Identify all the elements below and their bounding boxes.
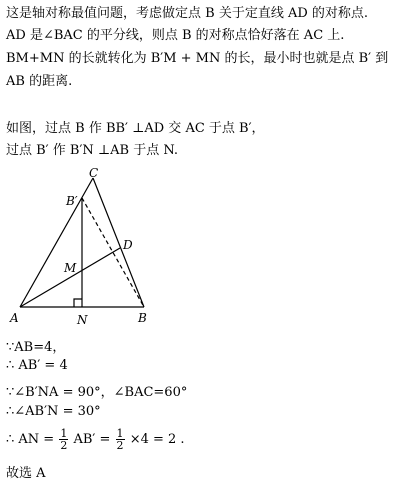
- answer-text: 故选 A: [6, 466, 46, 481]
- intro-line-4: AB 的距离.: [6, 74, 73, 89]
- fraction-2-numerator: 1: [116, 427, 124, 440]
- fraction-1: [59, 428, 68, 451]
- step-5-suffix: ×4 = 2 .: [129, 432, 185, 447]
- construction-line-1: 如图，过点 B 作 BB′ ⊥AD 交 AC 于点 B′，: [6, 121, 265, 136]
- step-4: ∴∠AB′N = 30°: [6, 404, 101, 419]
- segment-ad: [20, 248, 120, 307]
- step-3: ∵∠B′NA = 90°，∠BAC=60°: [6, 385, 188, 400]
- label-a: A: [10, 311, 19, 325]
- segment-cb: [93, 178, 144, 307]
- construction-line-2: 过点 B′ 作 B′N ⊥AB 于点 N.: [6, 143, 179, 158]
- label-n: N: [77, 313, 88, 327]
- step-5-mid: AB′ =: [73, 432, 111, 447]
- label-bprime: B′: [66, 194, 78, 208]
- step-5-prefix: ∴ AN =: [6, 432, 55, 447]
- fraction-1-denominator: 2: [60, 439, 68, 452]
- label-c: C: [89, 166, 99, 180]
- intro-line-1: 这是轴对称最值问题，考虑做定点 B 关于定直线 AD 的对称点.: [6, 6, 369, 21]
- label-d: D: [123, 238, 133, 252]
- fraction-2: [116, 428, 125, 451]
- fraction-2-denominator: 2: [116, 439, 124, 452]
- intro-line-3: BM+MN 的长就转化为 B′M + MN 的长，最小时也就是点 B′ 到: [6, 51, 389, 66]
- label-b: B: [138, 311, 147, 325]
- step-2: ∴ AB′ = 4: [6, 358, 68, 373]
- intro-line-2: AD 是∠BAC 的平分线，则点 B 的对称点恰好落在 AC 上.: [6, 28, 345, 43]
- label-m: M: [64, 261, 77, 275]
- step-1: ∵AB=4，: [6, 340, 66, 355]
- right-angle-mark: [74, 299, 82, 307]
- fraction-1-numerator: 1: [60, 427, 68, 440]
- geometry-figure: [0, 160, 417, 335]
- step-5: [6, 428, 185, 451]
